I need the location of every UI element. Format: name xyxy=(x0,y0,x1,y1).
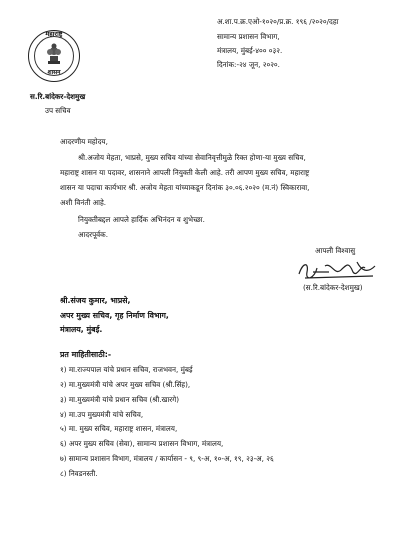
recipient-address: मंत्रालय, मुंबई. xyxy=(60,325,103,334)
copy-item: ३) मा.मुख्यमंत्री यांचे प्रधान सचिव (श्री.खारगे) xyxy=(60,395,180,404)
copy-item: ७) सामान्य प्रशासन विभाग, मंत्रालय / कार्यासन - ९, ९-अ, १०-अ, १९, २३-अ, २६ xyxy=(60,454,274,463)
government-seal xyxy=(28,30,80,82)
ref-number: अ.शा.प.क्र.एओ-१०२०/प्र.क्र. १९६ /२०२०/दहा xyxy=(217,17,339,26)
sender-designation: उप सचिव xyxy=(45,106,71,115)
recipient-designation: अपर मुख्य सचिव, गृह निर्माण विभाग, xyxy=(60,311,169,320)
salutation: आदरणीय महोदय, xyxy=(60,137,108,146)
copy-item: २) मा.मुख्यमंत्री यांचे अपर मुख्य सचिव (श्री.सिंह), xyxy=(60,380,191,389)
copy-item: ८) निवडनस्ती. xyxy=(60,469,98,478)
closing-line: आदरपूर्वक. xyxy=(78,230,108,239)
body-line: श्री.अजोय मेहता, भाप्रसे, मुख्य सचिव यांच्या सेवानिवृत्तीमुळे रिक्त होणा-या मुख्य सचिव, xyxy=(78,153,306,162)
department: सामान्य प्रशासन विभाग, xyxy=(217,32,280,41)
copy-heading: प्रत माहितीसाठी:- xyxy=(60,350,112,359)
seal-bottom-text: शासन xyxy=(47,69,61,76)
body-line: शासन या पदाचा कार्यभार श्री. अजोय मेहता यांच्याकडून दिनांक ३०.०६.२०२० (म.नं) स्विकारावा, xyxy=(60,183,310,192)
sender-name: स.रि.बांदेकर-देशमुख xyxy=(30,92,86,101)
yours-faithfully: आपली विश्वासु xyxy=(315,246,356,255)
signature-image xyxy=(295,258,380,282)
recipient-name: श्री.संजय कुमार, भाप्रसे, xyxy=(60,296,131,305)
body-line: महाराष्ट्र शासन या पदावर, शासनाने आपली नियुक्ती केली आहे. तरी आपण मुख्य सचिव, महाराष्ट्र xyxy=(60,168,310,177)
body-line: अशी विनंती आहे. xyxy=(60,198,107,207)
letter-date: दिनांक:-२४ जून, २०२०. xyxy=(217,60,280,69)
copy-item: ५) मा. मुख्य सचिव, महाराष्ट्र शासन, मंत्रालय, xyxy=(60,424,178,433)
congratulations-line: नियुक्तीबद्दल आपले हार्दिक अभिनंदन व शुभेच्छा. xyxy=(78,215,205,224)
copy-item: ४) मा.उप मुख्यमंत्री यांचे सचिव, xyxy=(60,410,144,419)
emblem-icon xyxy=(44,42,64,66)
seal-top-text: महाराष्ट्र xyxy=(45,30,63,38)
address: मंत्रालय, मुंबई-४०० ०३२. xyxy=(217,46,283,55)
copy-item: ६) अपर मुख्य सचिव (सेवा), सामान्य प्रशासन विभाग, मंत्रालय, xyxy=(60,439,224,448)
signatory-name: (स.रि.बांदेकर-देशमुख) xyxy=(303,283,363,292)
copy-item: १) मा.राज्यपाल यांचे प्रधान सचिव, राजभवन, मुंबई xyxy=(60,365,193,374)
